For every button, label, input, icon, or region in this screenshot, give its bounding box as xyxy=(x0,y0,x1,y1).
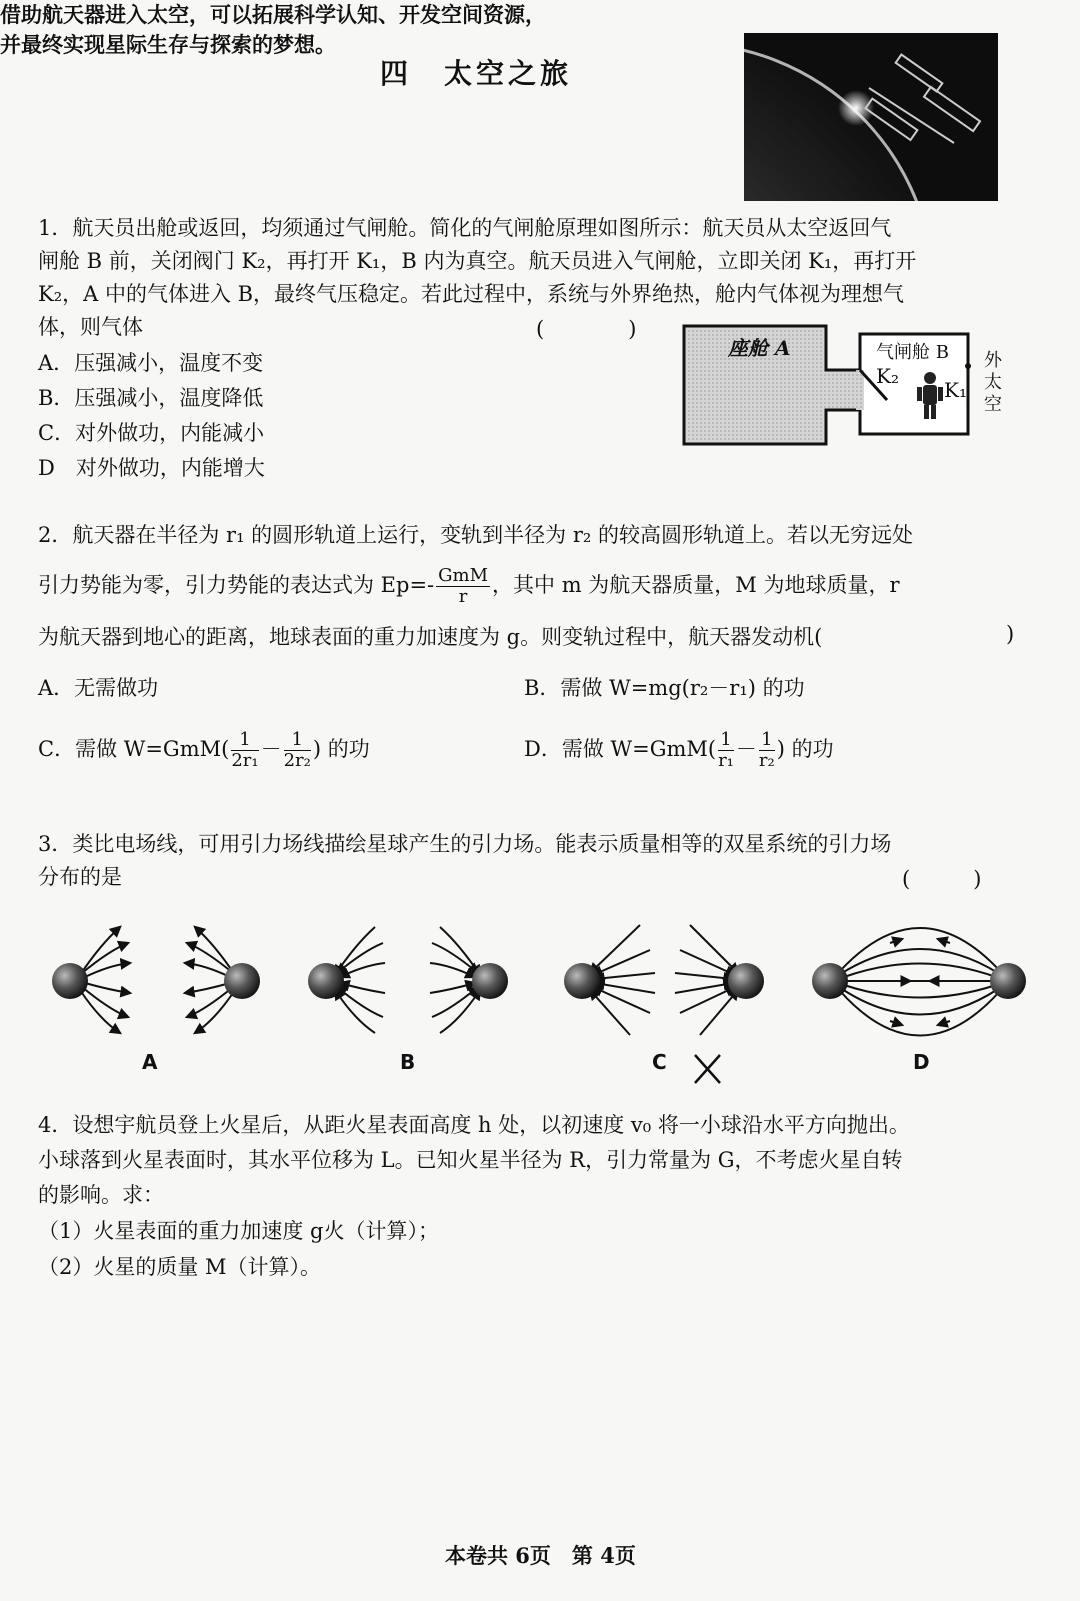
opt-c-fraction-1 xyxy=(231,730,258,771)
q2-answer-blank: ) xyxy=(1006,622,1015,646)
fraction-numerator: 1 xyxy=(231,730,258,751)
q1-option-a: A．压强减小，温度不变 xyxy=(38,351,264,375)
opt-d-fraction-2 xyxy=(759,730,775,771)
star-d-left xyxy=(812,963,848,999)
q1-stem-line-1: 1．航天员出舱或返回，均须通过气闸舱。简化的气闸舱原理如图所示：航天员从太空返回气 xyxy=(38,216,892,240)
star-c-right xyxy=(728,963,764,999)
opt-c-pre: C．需做 W=GmM( xyxy=(38,737,230,761)
fraction-denominator: r xyxy=(458,586,468,607)
q1-option-c: C．对外做功，内能减小 xyxy=(38,421,265,445)
outer-space-label: 外太空 xyxy=(984,350,1002,415)
airlock-b-label: 气闸舱 B xyxy=(876,342,949,363)
q4-stem-line-2: 小球落到火星表面时，其水平位移为 L。已知火星半径为 R，引力常量为 G，不考虑火星自转 xyxy=(38,1148,903,1172)
star-a-right xyxy=(224,963,260,999)
option-c-field-lines xyxy=(590,925,738,1035)
q2-stem-line-3: 为航天器到地心的距离，地球表面的重力加速度为 g。则变轨过程中，航天器发动机( xyxy=(38,625,823,649)
fraction-denominator: r₁ xyxy=(718,750,734,771)
q2-option-b: B．需做 W=mg(r₂－r₁) 的功 xyxy=(524,676,805,700)
q2-option-c xyxy=(38,730,370,771)
minus-sign: － xyxy=(260,737,282,761)
airlock-diagram xyxy=(680,322,1020,452)
minus-sign: － xyxy=(735,737,757,761)
q4-stem-line-3: 的影响。求： xyxy=(38,1183,164,1207)
fraction-numerator: 1 xyxy=(759,730,775,751)
option-d-label: D xyxy=(913,1050,930,1074)
opt-d-fraction-1 xyxy=(718,730,734,771)
q3-stem-line-1: 3．类比电场线，可用引力场线描绘星球产生的引力场。能表示质量相等的双星系统的引力场 xyxy=(38,832,892,856)
opt-c-fraction-2 xyxy=(284,730,311,771)
q1-answer-blank: ( ) xyxy=(536,317,637,341)
q1-option-b: B．压强减小，温度降低 xyxy=(38,386,264,410)
q2-stem-line-1: 2．航天器在半径为 r₁ 的圆形轨道上运行，变轨到半径为 r₂ 的较高圆形轨道上。若以无穷远处 xyxy=(38,523,913,547)
option-a-label: A xyxy=(142,1050,158,1074)
opt-c-post: ) 的功 xyxy=(312,737,370,761)
valve-k2-label: K₂ xyxy=(876,364,899,388)
q2-line2-post: ，其中 m 为航天器质量，M 为地球质量，r xyxy=(492,573,900,597)
star-b-left xyxy=(308,963,344,999)
intro-line-2: 并最终实现星际生存与探索的梦想。 xyxy=(0,32,336,57)
opt-d-post: ) 的功 xyxy=(776,737,834,761)
page-footer: 本卷共 6页 第 4页 xyxy=(445,1543,636,1568)
potential-energy-fraction xyxy=(436,566,490,607)
q2-stem-line-2 xyxy=(38,566,900,607)
option-b-field-lines xyxy=(335,927,480,1033)
q3-stem-line-2: 分布的是 xyxy=(38,865,122,889)
fraction-numerator: 1 xyxy=(284,730,311,751)
space-station-photo xyxy=(744,33,998,201)
q4-sub-question-2: （2）火星的质量 M（计算）。 xyxy=(38,1255,322,1279)
field-lines-figure xyxy=(30,905,1050,1085)
q3-answer-blank: ( ) xyxy=(902,867,982,891)
star-d-right xyxy=(990,963,1026,999)
fraction-denominator: 2r₂ xyxy=(283,750,311,771)
option-d-field-lines xyxy=(840,928,1000,1036)
valve-k1-label: K₁ xyxy=(944,378,967,402)
section-title: 四 太空之旅 xyxy=(380,57,573,90)
q2-option-a: A．无需做功 xyxy=(38,676,159,700)
option-a-field-lines xyxy=(80,927,235,1033)
star-c-left xyxy=(564,963,600,999)
q2-line2-pre: 引力势能为零，引力势能的表达式为 Ep=- xyxy=(38,573,435,597)
q4-sub-question-1: （1）火星表面的重力加速度 g火（计算）； xyxy=(38,1219,439,1243)
star-a-left xyxy=(52,963,88,999)
fraction-numerator: GmM xyxy=(438,565,489,586)
q1-stem-line-3: K₂，A 中的气体进入 B，最终气压稳定。若此过程中，系统与外界绝热，舱内气体视为理想气 xyxy=(38,282,905,306)
option-b-label: B xyxy=(400,1050,416,1074)
intro-line-1: 借助航天器进入太空，可以拓展科学认知、开发空间资源， xyxy=(0,2,546,27)
fraction-numerator: 1 xyxy=(718,730,734,751)
q1-option-d: D 对外做功，内能增大 xyxy=(38,456,265,480)
cabin-a-label: 座舱 A xyxy=(728,336,791,360)
q2-option-d xyxy=(524,730,834,771)
opt-d-pre: D．需做 W=GmM( xyxy=(524,737,717,761)
option-c-label: C xyxy=(652,1050,667,1074)
handwritten-cross-mark xyxy=(695,1055,720,1083)
q1-stem-line-2: 闸舱 B 前，关闭阀门 K₂，再打开 K₁，B 内为真空。航天员进入气闸舱，立即关闭 K₁，再打开 xyxy=(38,249,917,273)
q4-stem-line-1: 4．设想宇航员登上火星后，从距火星表面高度 h 处，以初速度 v₀ 将一小球沿水平方向抛出。 xyxy=(38,1113,910,1137)
fraction-denominator: r₂ xyxy=(758,750,775,771)
star-b-right xyxy=(472,963,508,999)
q1-stem-line-4: 体，则气体 xyxy=(38,315,143,339)
fraction-denominator: 2r₁ xyxy=(231,750,259,771)
